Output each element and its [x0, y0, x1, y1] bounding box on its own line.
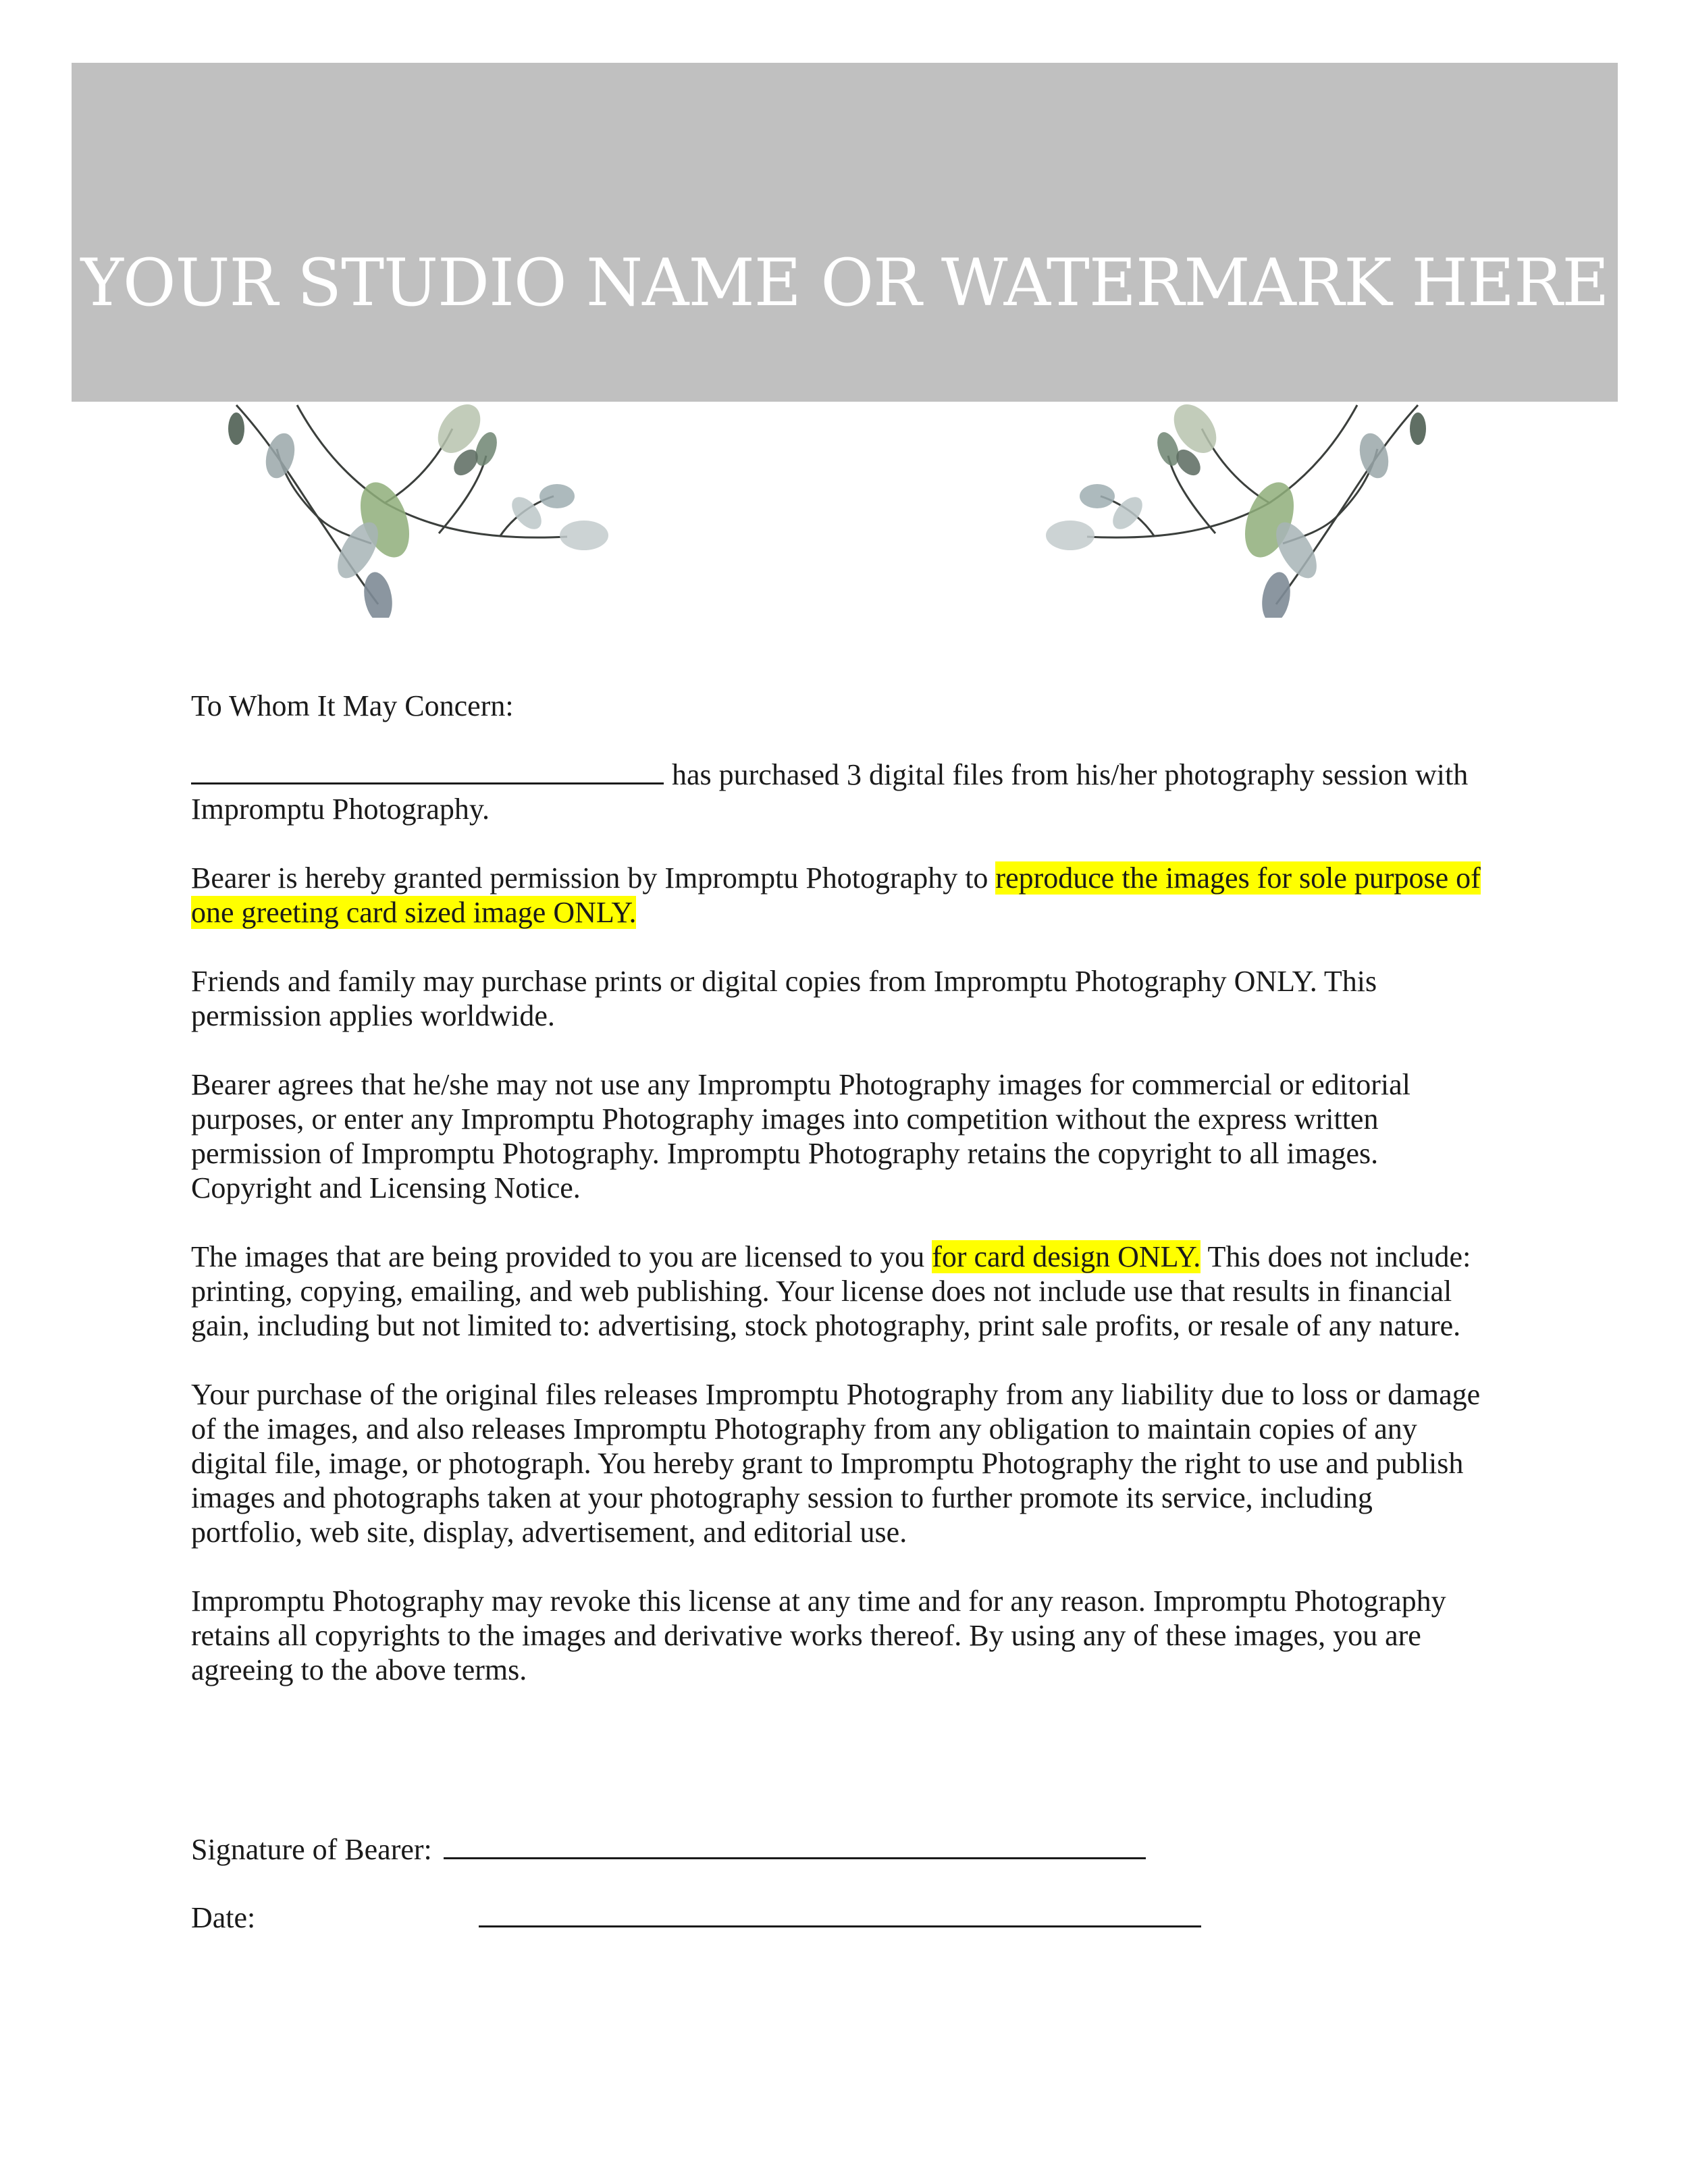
paragraph-license-text-after: This does not include: printing, copying, emailing, and web publishing. Your license does not include use that results in financial gain, including but not limited to: advertising, stock photography, print sale profits, or resale of any nature. [191, 1240, 1471, 1342]
paragraph-friends-family: Friends and family may purchase prints or digital copies from Impromptu Photography ONLY. This permission applies worldwide. [191, 965, 1377, 1032]
leaf-cluster [1046, 402, 1426, 618]
paragraph-purchase-text: has purchased 3 digital files from his/her photography session with Impromptu Photography. [191, 758, 1469, 826]
studio-header-band [72, 63, 1618, 402]
paragraph-permission [191, 861, 1487, 930]
paragraph-license-scope [191, 1240, 1487, 1343]
highlight-reproduce-images: reproduce the images for sole purpose of one greeting card sized image ONLY. [191, 861, 1481, 929]
studio-name-placeholder: YOUR STUDIO NAME OR WATERMARK HERE [80, 245, 1609, 321]
bearer-name-blank[interactable] [191, 758, 664, 784]
date-field[interactable] [479, 1901, 1201, 1927]
signature-label: Signature of Bearer: [191, 1833, 432, 1866]
paragraph-purchase [191, 757, 1487, 826]
paragraph-liability: Your purchase of the original files releases Impromptu Photography from any liability due to loss or damage of the images, and also releases Impromptu Photography from any obligation to maintain copies of any digital file, image, or photograph. You hereby grant to Impromptu Photography the right to use and publish images and photographs taken at your photography session to further promote its service, including portfolio, web site, display, advertisement, and editorial use. [191, 1378, 1481, 1549]
paragraph-restrictions: Bearer agrees that he/she may not use any Impromptu Photography images for commercial or editorial purposes, or enter any Impromptu Photography images into competition without the express written permission of Impromptu Photography. Impromptu Photography retains the copyright to all images. Copyright and Licensing Notice. [191, 1068, 1410, 1204]
date-row [191, 1900, 1201, 1935]
right-foliage-illustration [966, 402, 1438, 618]
left-foliage-illustration [216, 402, 689, 618]
paragraph-permission-text: Bearer is hereby granted permission by Impromptu Photography to [191, 861, 996, 895]
date-label: Date: [191, 1901, 256, 1934]
letter-body [191, 689, 1487, 1722]
paragraph-license-text-before: The images that are being provided to you are licensed to you [191, 1240, 932, 1273]
highlight-card-design: for card design ONLY. [932, 1240, 1201, 1273]
leaf-cluster [228, 402, 608, 618]
salutation: To Whom It May Concern: [191, 689, 514, 722]
signature-row [191, 1832, 1146, 1867]
signature-field[interactable] [444, 1833, 1146, 1859]
paragraph-revocation: Impromptu Photography may revoke this license at any time and for any reason. Impromptu Photography retains all copyrights to the images and derivative works thereof. By using any of these images, you are agreeing to the above terms. [191, 1584, 1446, 1686]
